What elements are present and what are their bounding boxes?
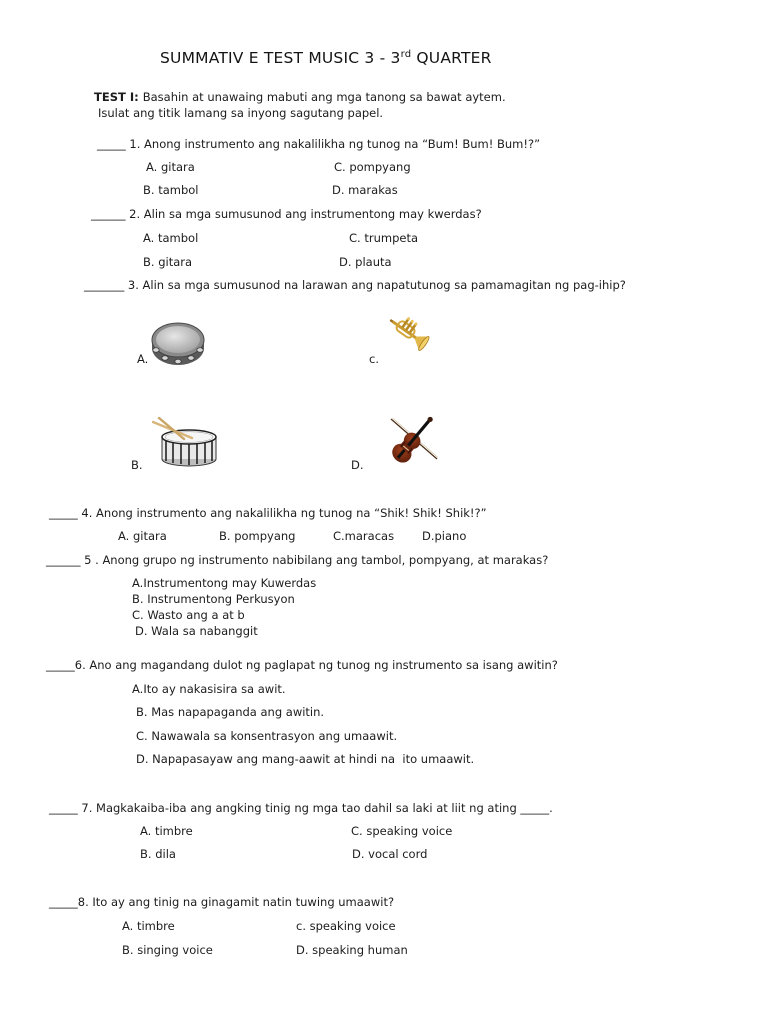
question-5-option-a: A.Instrumentong may Kuwerdas [132,576,317,590]
question-3-option-c-label: c. [369,352,379,366]
question-1-option-d: D. marakas [332,183,398,197]
question-3-option-a-label: A. [137,352,149,366]
question-6-option-d: D. Napapasayaw ang mang-aawit at hindi na ito umaawit. [136,752,475,766]
question-4: _____ 4. Anong instrumento ang nakalilikha ng tunog na “Shik! Shik! Shik!?” [49,506,487,520]
question-6-option-c: C. Nawawala sa konsentrasyon ang umaawit. [136,729,398,743]
question-3-option-b-label: B. [131,458,143,472]
question-4-option-c: C.maracas [333,529,395,543]
question-6: _____6. Ano ang magandang dulot ng paglapat ng tunog ng instrumento sa isang awitin? [46,658,558,672]
question-2-option-d: D. plauta [339,255,392,269]
question-1-option-c: C. pompyang [334,160,411,174]
question-6-option-b: B. Mas napapaganda ang awitin. [136,705,325,719]
question-7-option-a: A. timbre [140,824,193,838]
question-7: _____ 7. Magkakaiba-iba ang angking tinig ng mga tao dahil sa laki at liit ng ating _____. [49,801,553,815]
question-4-option-b: B. pompyang [219,529,296,543]
question-3-option-d-label: D. [351,458,364,472]
question-1-option-b: B. tambol [143,183,199,197]
question-2-option-c: C. trumpeta [349,231,418,245]
title-ordinal-suffix: rd [400,49,412,60]
question-2-option-b: B. gitara [143,255,193,269]
test-label: TEST I: [94,90,139,104]
page-title [160,47,492,69]
title-quarter: QUARTER [411,49,492,67]
question-2-option-a: A. tambol [143,231,199,245]
question-8-option-c: c. speaking voice [296,919,396,933]
question-4-option-d: D.piano [422,529,467,543]
question-8-option-a: A. timbre [122,919,175,933]
question-5-option-d: D. Wala sa nabanggit [135,624,258,638]
question-7-option-c: C. speaking voice [351,824,453,838]
question-1: _____ 1. Anong instrumento ang nakalilikha ng tunog na “Bum! Bum! Bum!?” [97,137,541,151]
question-7-option-d: D. vocal cord [352,847,428,861]
snare-drum-image [152,417,218,468]
question-1-option-a: A. gitara [146,160,195,174]
instructions-line-1 [94,89,506,105]
instructions-line-2: Isulat ang titik lamang sa inyong sagutang papel. [98,106,384,120]
question-2: ______ 2. Alin sa mga sumusunod ang instrumentong may kwerdas? [91,207,482,221]
question-6-option-a: A.Ito ay nakasisira sa awit. [132,682,286,696]
question-8-option-b: B. singing voice [122,943,213,957]
question-3: _______ 3. Alin sa mga sumusunod na larawan ang napatutunog sa pamamagitan ng pag-ihip? [84,278,626,292]
question-4-option-a: A. gitara [118,529,167,543]
trumpet-image [386,312,430,354]
tambourine-image [150,320,206,368]
question-8: _____8. Ito ay ang tinig na ginagamit natin tuwing umaawit? [49,895,395,909]
instructions-text-1: Basahin at unawaing mabuti ang mga tanong sa bawat aytem. [142,90,506,104]
question-5: ______ 5 . Anong grupo ng instrumento nabibilang ang tambol, pompyang, at marakas? [46,553,549,567]
question-8-option-d: D. speaking human [296,943,408,957]
title-text: SUMMATIV E TEST MUSIC 3 - 3 [160,49,401,67]
question-7-option-b: B. dila [140,847,176,861]
question-5-option-c: C. Wasto ang a at b [132,608,245,622]
violin-image [385,409,445,463]
question-5-option-b: B. Instrumentong Perkusyon [132,592,295,606]
